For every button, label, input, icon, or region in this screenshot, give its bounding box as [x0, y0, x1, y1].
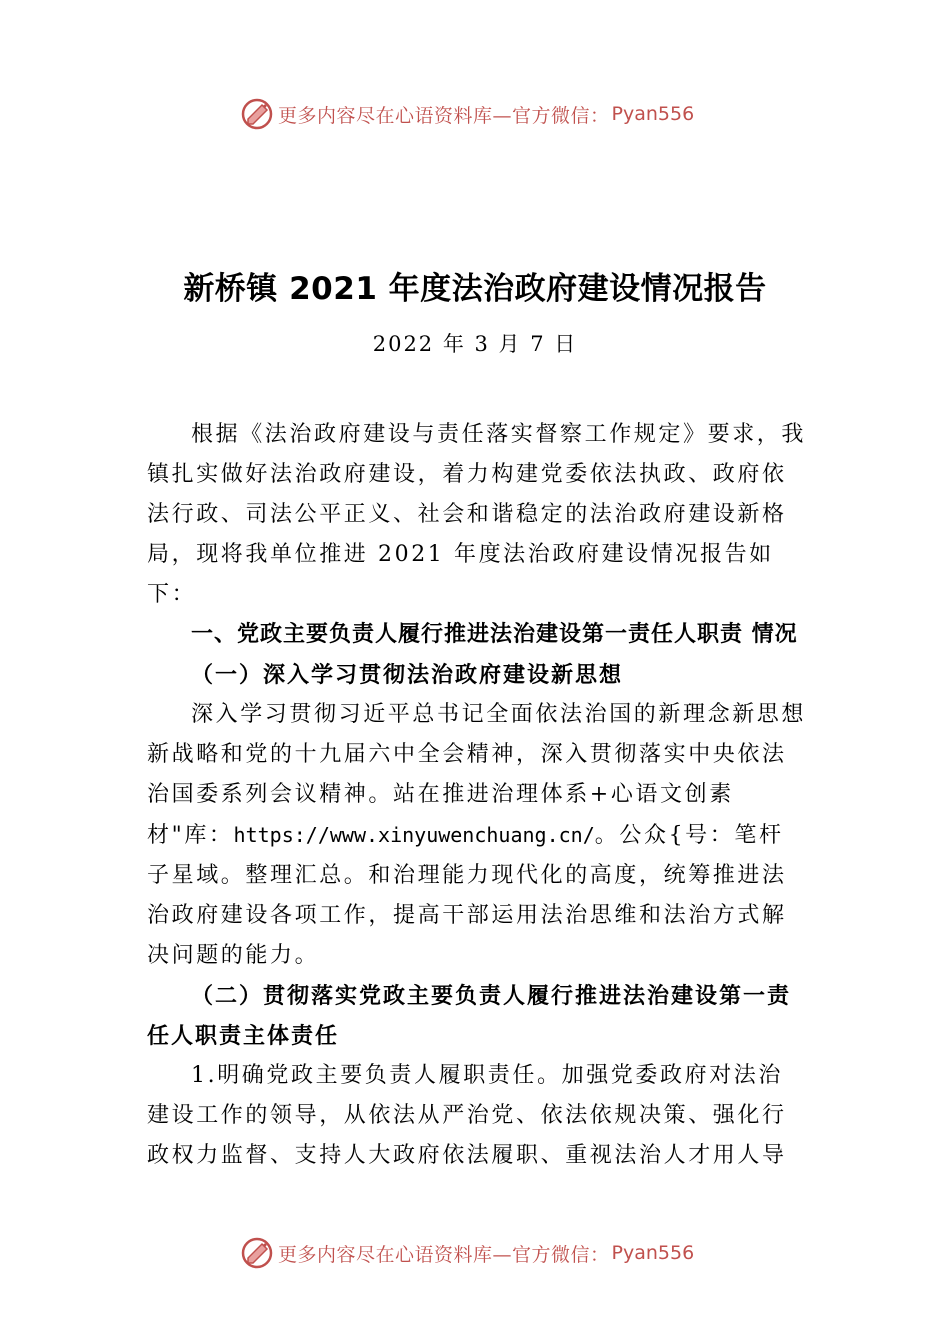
watermark-footer: [240, 1235, 694, 1271]
watermark-header: [240, 96, 694, 132]
item-1-paragraph: 1.明确党政主要负责人履职责任。加强党委政府对法治建设工作的领导，从依法从严治党、依法依规决策、强化行政权力监督、支持人大政府依法履职、重视法治人才用人导: [147, 1063, 787, 1168]
watermark-text: 更多内容尽在心语资料库—官方微信：: [278, 104, 610, 127]
watermark-text: 更多内容尽在心语资料库—官方微信：: [278, 1243, 610, 1266]
pen-logo-icon: [240, 97, 274, 131]
watermark-wechat-id: Pyan556: [611, 1242, 695, 1264]
section-1-heading: 一、党政主要负责人履行推进法治建设第一责任人职责 情况: [191, 622, 798, 647]
subsection-1-heading: （一）深入学习贯彻法治政府建设新思想: [191, 662, 624, 688]
watermark-wechat-id: Pyan556: [611, 103, 695, 125]
website-url: https://www.xinyuwenchuang.cn/: [233, 823, 595, 847]
document-title: 新桥镇 2021 年度法治政府建设情况报告: [183, 271, 767, 307]
subsection-1-text-b: 。公众{号：笔杆子星域。整理汇总。和治理能力现代化的高度，统筹推进法治政府建设各项工作，提高干部运用法治思维和法治方式解决问题的能力。: [147, 823, 787, 968]
subsection-1-text-a: 深入学习贯彻习近平总书记全面依法治国的新理念新思想新战略和党的十九届六中全会精神，深入贯彻落实中央依法治国委系列会议精神。站在推进治理体系+心语文创素材"库：: [147, 702, 807, 848]
intro-paragraph: 根据《法治政府建设与责任落实督察工作规定》要求，我镇扎实做好法治政府建设，着力构建党委依法执政、政府依法行政、司法公平正义、社会和谐稳定的法治政府建设新格局，现将我单位推进 2021 年度法治政府建设情况报告如下：: [147, 422, 807, 607]
document-date: 2022 年 3 月 7 日: [372, 332, 578, 356]
subsection-1-paragraph: [147, 695, 807, 976]
subsection-2-heading: （二）贯彻落实党政主要负责人履行推进法治建设第一责任人职责主体责任: [147, 983, 792, 1049]
document-body: [147, 415, 807, 1176]
pen-logo-icon: [240, 1236, 274, 1270]
